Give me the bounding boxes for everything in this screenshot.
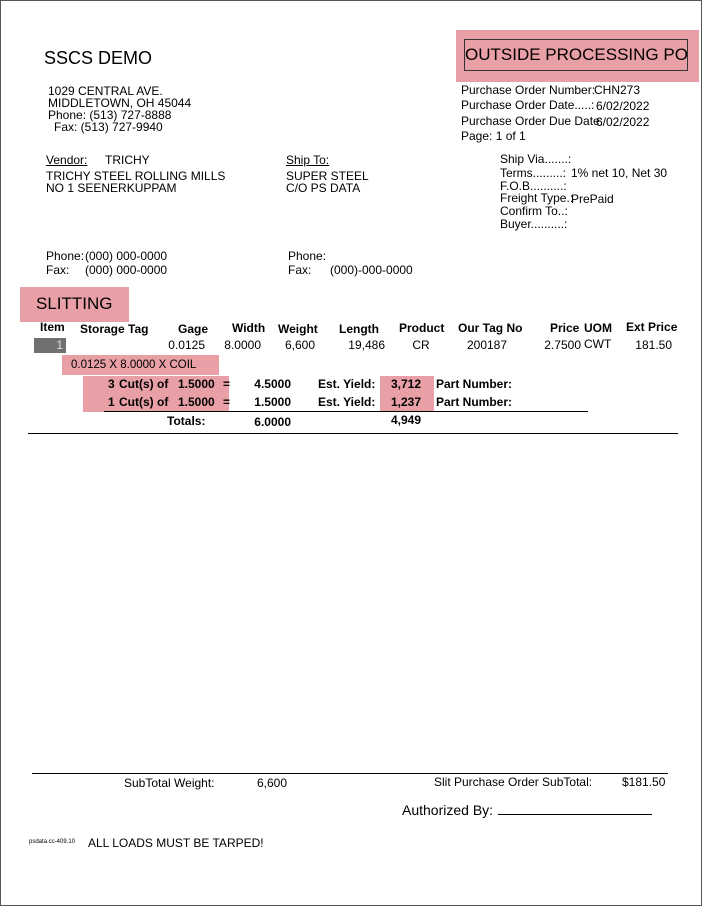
vendor-address: NO 1 SEENERKUPPAM <box>46 181 177 195</box>
totals-width: 6.0000 <box>254 415 291 429</box>
header-width: Width <box>232 321 266 335</box>
po-number-label: Purchase Order Number: <box>461 83 596 97</box>
po-due-date: 6/02/2022 <box>596 115 650 129</box>
est-yield-value: 3,712 <box>390 377 421 391</box>
po-number: CHN273 <box>594 83 641 97</box>
header-weight: Weight <box>278 322 318 336</box>
totals-yield: 4,949 <box>390 413 421 427</box>
ship-to-name: SUPER STEEL <box>286 169 369 183</box>
cut-total-width: 4.5000 <box>254 377 291 391</box>
est-yield-label: Est. Yield: <box>318 395 376 409</box>
header-ext-price: Ext Price <box>626 320 678 334</box>
page-number: Page: 1 of 1 <box>461 129 526 143</box>
company-fax: Fax: (513) 727-9940 <box>54 120 163 134</box>
ship-to-phone-label: Phone: <box>288 249 327 263</box>
ship-via-label: Ship Via.......: <box>500 152 572 166</box>
cut-of-label: Cut(s) of <box>119 395 169 409</box>
confirm-to-label: Confirm To..: <box>500 204 568 218</box>
est-yield-value: 1,237 <box>390 395 421 409</box>
terms-label: Terms.........: <box>500 166 567 180</box>
vendor-name: TRICHY STEEL ROLLING MILLS <box>46 169 226 183</box>
cut-equals: = <box>223 395 231 409</box>
notice-text: ALL LOADS MUST BE TARPED! <box>88 836 264 850</box>
subtotal-weight-label: SubTotal Weight: <box>124 776 215 790</box>
header-length: Length <box>339 322 379 336</box>
header-uom: UOM <box>584 321 612 335</box>
totals-label: Totals: <box>167 414 206 428</box>
subtotal-weight: 6,600 <box>257 776 288 790</box>
vendor-phone: (000) 000-0000 <box>85 249 168 263</box>
company-address-line1: 1029 CENTRAL AVE. <box>48 84 163 98</box>
vendor-label: Vendor: <box>46 153 88 167</box>
form-code: psdata.cc-409.10 <box>29 839 76 845</box>
est-yield-label: Est. Yield: <box>318 377 376 391</box>
cut-count: 3 <box>108 377 115 391</box>
po-date: 6/02/2022 <box>596 99 650 113</box>
header-our-tag-no: Our Tag No <box>458 321 523 335</box>
row-price: 2.7500 <box>544 338 581 352</box>
freight-type-label: Freight Type.: <box>500 191 574 205</box>
totals-rule <box>104 411 588 412</box>
row-length: 19,486 <box>348 338 385 352</box>
row-uom: CWT <box>584 337 612 351</box>
cut-count: 1 <box>108 395 115 409</box>
ship-to-fax-label: Fax: <box>288 263 312 277</box>
section-label: SLITTING <box>20 287 129 322</box>
ship-to-address: C/O PS DATA <box>286 181 361 195</box>
authorized-by-label: Authorized By: <box>402 802 494 818</box>
header-item: Item <box>40 320 65 334</box>
cut-of-label: Cut(s) of <box>119 377 169 391</box>
cut-size: 1.5000 <box>178 395 215 409</box>
part-number-label: Part Number: <box>436 377 513 391</box>
buyer-label: Buyer..........: <box>500 217 568 231</box>
freight-type-value: PrePaid <box>571 192 614 206</box>
ship-to-label: Ship To: <box>286 153 330 167</box>
company-address-line2: MIDDLETOWN, OH 45044 <box>48 96 192 110</box>
row-product: CR <box>412 338 430 352</box>
vendor-fax: (000) 000-0000 <box>85 263 168 277</box>
row-width: 8.0000 <box>224 338 261 352</box>
company-phone: Phone: (513) 727-8888 <box>48 108 172 122</box>
po-due-label: Purchase Order Due Date: <box>461 114 604 128</box>
row-ext-price: 181.50 <box>635 338 672 352</box>
terms-value: 1% net 10, Net 30 <box>571 166 668 180</box>
ship-to-fax: (000)-000-0000 <box>330 263 413 277</box>
header-gage: Gage <box>178 322 209 336</box>
cut-size: 1.5000 <box>178 377 215 391</box>
table-end-rule <box>28 433 678 434</box>
vendor-code: TRICHY <box>105 153 150 167</box>
header-price: Price <box>550 321 580 335</box>
company-name: SSCS DEMO <box>44 48 153 68</box>
subtotal-label: Slit Purchase Order SubTotal: <box>434 775 593 789</box>
footer-rule <box>32 773 668 774</box>
row-our-tag-no: 200187 <box>466 338 508 352</box>
cut-total-width: 1.5000 <box>254 395 291 409</box>
item-number-badge: 1 <box>34 338 66 353</box>
vendor-phone-label: Phone: <box>46 249 85 263</box>
subtotal-amount: $181.50 <box>622 775 666 789</box>
cut-equals: = <box>223 377 231 391</box>
signature-line <box>498 814 652 815</box>
vendor-fax-label: Fax: <box>46 263 70 277</box>
fob-label: F.O.B..........: <box>500 179 567 193</box>
header-storage-tag: Storage Tag <box>80 322 149 336</box>
row-gage: 0.0125 <box>168 338 205 352</box>
item-description: 0.0125 X 8.0000 X COIL <box>62 355 219 375</box>
po-date-label: Purchase Order Date.....: <box>461 98 595 112</box>
header-product: Product <box>399 321 445 335</box>
row-weight: 6,600 <box>284 338 315 352</box>
document-title: OUTSIDE PROCESSING PO <box>464 39 688 71</box>
part-number-label: Part Number: <box>436 395 513 409</box>
